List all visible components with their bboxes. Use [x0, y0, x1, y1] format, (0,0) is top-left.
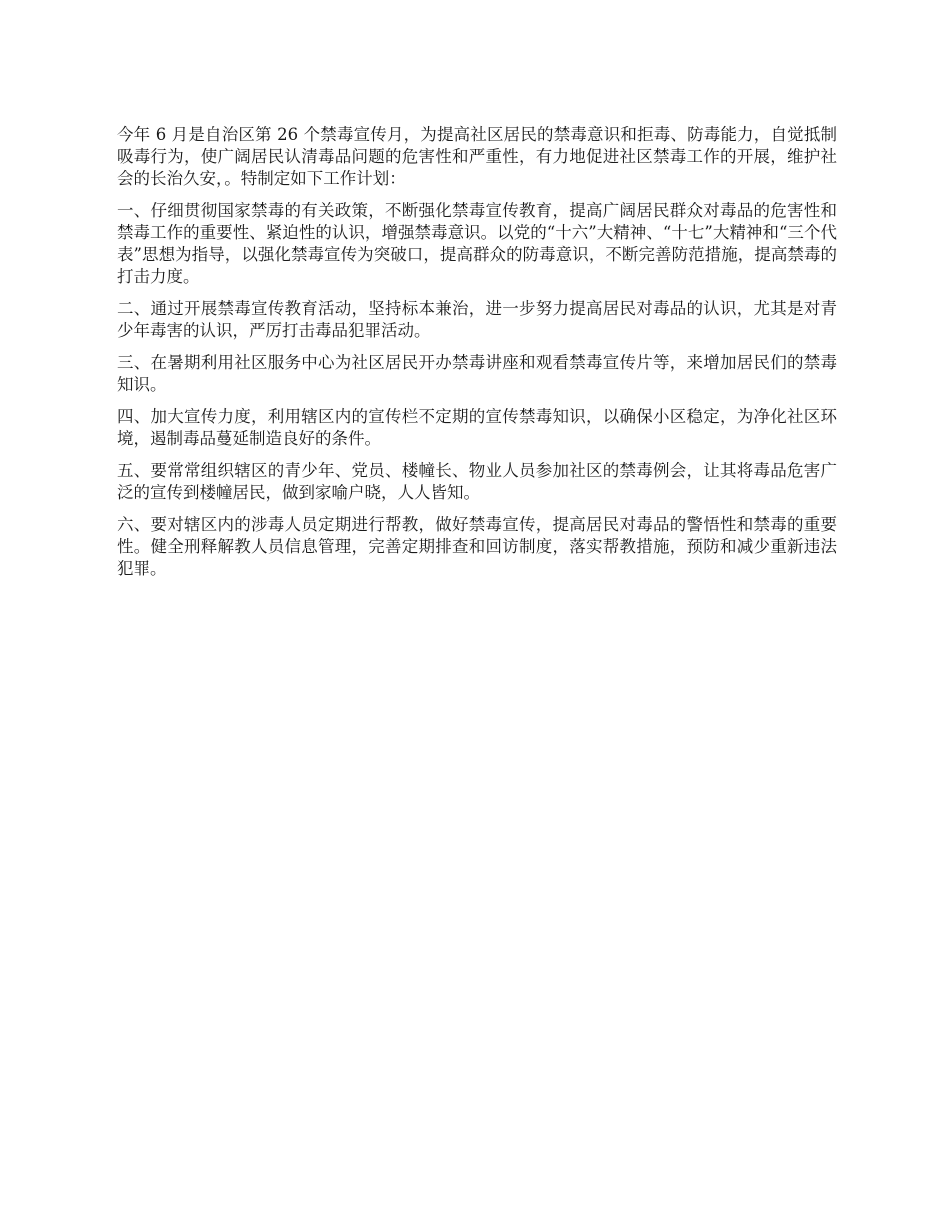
plan-item-3: 三、在暑期利用社区服务中心为社区居民开办禁毒讲座和观看禁毒宣传片等，来增加居民们的禁毒知识。: [117, 353, 837, 394]
plan-item-4: 四、加大宣传力度，利用辖区内的宣传栏不定期的宣传禁毒知识，以确保小区稳定，为净化社区环境，遏制毒品蔓延制造良好的条件。: [117, 407, 837, 448]
intro-paragraph: 今年 6 月是自治区第 26 个禁毒宣传月，为提高社区居民的禁毒意识和拒毒、防毒能力，自觉抵制吸毒行为，使广阔居民认清毒品问题的危害性和严重性，有力地促进社区禁毒工作的开展，维护社会的长治久安，。特制定如下工作计划：: [117, 125, 837, 188]
plan-item-6: 六、要对辖区内的涉毒人员定期进行帮教，做好禁毒宣传，提高居民对毒品的警悟性和禁毒的重要性。健全刑释解教人员信息管理，完善定期排查和回访制度，落实帮教措施，预防和减少重新违法犯罪。: [117, 515, 837, 578]
document-body: [117, 124, 837, 590]
plan-item-2: 二、通过开展禁毒宣传教育活动，坚持标本兼治，进一步努力提高居民对毒品的认识，尤其是对青少年毒害的认识，严厉打击毒品犯罪活动。: [117, 299, 837, 340]
plan-item-5: 五、要常常组织辖区的青少年、党员、楼幢长、物业人员参加社区的禁毒例会，让其将毒品危害广泛的宣传到楼幢居民，做到家喻户晓，人人皆知。: [117, 461, 837, 502]
plan-item-1: 一、仔细贯彻国家禁毒的有关政策，不断强化禁毒宣传教育，提高广阔居民群众对毒品的危害性和禁毒工作的重要性、紧迫性的认识，增强禁毒意识。以党的“十六”大精神、“十七”大精神和“三个代表”思想为指导，以强化禁毒宣传为突破口，提高群众的防毒意识，不断完善防范措施，提高禁毒的打击力度。: [117, 201, 837, 286]
